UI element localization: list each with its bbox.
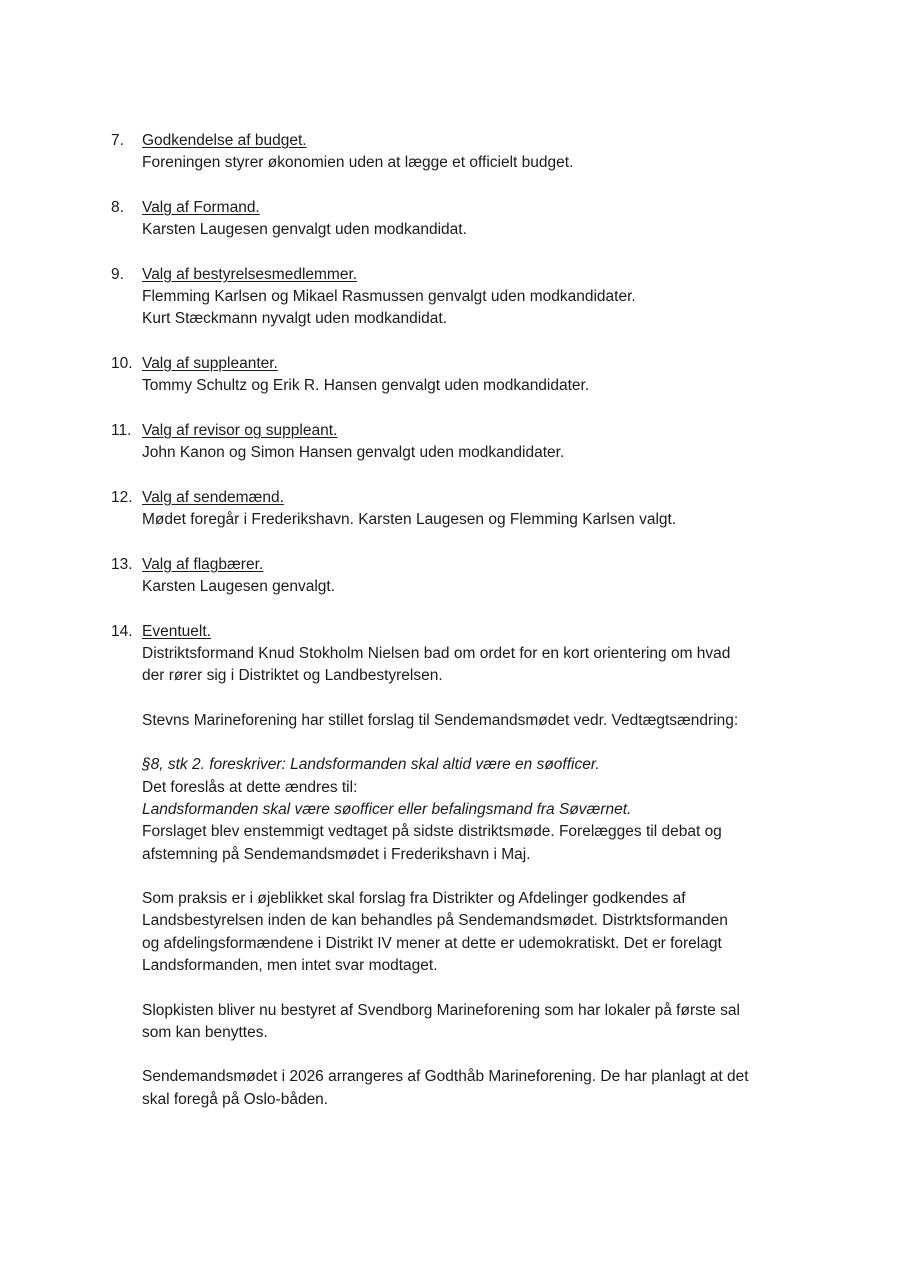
minutes-list — [0, 130, 900, 1111]
item-paragraph — [142, 1000, 900, 1045]
item-paragraph — [142, 888, 900, 977]
item-content — [142, 353, 900, 398]
text-line: Landsformanden, men intet svar modtaget. — [142, 956, 438, 974]
text-line: Forslaget blev enstemmigt vedtaget på sidste distriktsmøde. Forelægges til debat og — [142, 823, 722, 841]
text-line: Sendemandsmødet i 2026 arrangeres af Godthåb Marineforening. De har planlagt at det — [142, 1068, 749, 1086]
item-number: 8. — [111, 198, 124, 216]
text-line: og afdelingsformændene i Distrikt IV mener at dette er udemokratiskt. Det er forelagt — [142, 934, 722, 952]
item-paragraph — [142, 576, 900, 598]
item-paragraph — [142, 375, 900, 397]
text-line: Stevns Marineforening har stillet forslag til Sendemandsmødet vedr. Vedtægtsændring: — [142, 711, 739, 729]
item-paragraph — [142, 509, 900, 531]
text-line: afstemning på Sendemandsmødet i Frederikshavn i Maj. — [142, 845, 531, 863]
text-line: Mødet foregår i Frederikshavn. Karsten Laugesen og Flemming Karlsen valgt. — [142, 511, 677, 529]
item-paragraph — [142, 219, 900, 241]
item-content — [142, 420, 900, 465]
text-line: Distriktsformand Knud Stokholm Nielsen bad om ordet for en kort orientering om hvad — [142, 644, 731, 662]
text-line: John Kanon og Simon Hansen genvalgt uden modkandidater. — [142, 444, 565, 462]
text-line: Kurt Stæckmann nyvalgt uden modkandidat. — [142, 310, 448, 328]
item-number: 9. — [111, 265, 124, 283]
text-line: Karsten Laugesen genvalgt. — [142, 577, 336, 595]
text-line: Tommy Schultz og Erik R. Hansen genvalgt uden modkandidater. — [142, 377, 590, 395]
text-line: Slopkisten bliver nu bestyret af Svendborg Marineforening som har lokaler på første sal — [142, 1001, 740, 1019]
item-paragraph — [142, 152, 900, 174]
item-number: 7. — [111, 132, 124, 149]
item-number: 10. — [111, 354, 133, 372]
item-content — [142, 621, 900, 1112]
item-content — [142, 554, 900, 599]
list-item — [0, 264, 900, 331]
text-line: som kan benyttes. — [142, 1023, 268, 1041]
text-line: Som praksis er i øjeblikket skal forslag fra Distrikter og Afdelinger godkendes af — [142, 890, 686, 908]
item-title: Eventuelt. — [142, 622, 211, 640]
item-paragraph — [142, 1066, 900, 1111]
item-title: Godkendelse af budget. — [142, 132, 307, 149]
text-line: Landsformanden skal være søofficer eller befalingsmand fra Søværnet. — [142, 800, 632, 818]
list-item — [0, 554, 900, 599]
item-content — [142, 197, 900, 242]
list-item — [0, 420, 900, 465]
list-item — [0, 487, 900, 532]
item-title: Valg af revisor og suppleant. — [142, 421, 338, 439]
item-number: 11. — [111, 421, 132, 439]
item-title: Valg af Formand. — [142, 198, 260, 216]
list-item — [0, 353, 900, 398]
item-title: Valg af sendemænd. — [142, 488, 284, 506]
item-paragraph — [142, 754, 900, 865]
text-line: Det foreslås at dette ændres til: — [142, 778, 358, 796]
item-title: Valg af flagbærer. — [142, 555, 264, 573]
text-line: der rører sig i Distriktet og Landbestyrelsen. — [142, 667, 443, 685]
text-line: §8, stk 2. foreskriver: Landsformanden skal altid være en søofficer. — [142, 756, 600, 774]
item-paragraph — [142, 442, 900, 464]
item-number: 12. — [111, 488, 133, 506]
item-content — [142, 130, 900, 175]
item-paragraph — [142, 710, 900, 732]
item-content — [142, 487, 900, 532]
list-item — [0, 130, 900, 175]
item-paragraph — [142, 643, 900, 688]
item-title: Valg af bestyrelsesmedlemmer. — [142, 265, 358, 283]
text-line: Karsten Laugesen genvalgt uden modkandidat. — [142, 221, 467, 239]
text-line: Landsbestyrelsen inden de kan behandles på Sendemandsmødet. Distrktsformanden — [142, 912, 728, 930]
list-item — [0, 197, 900, 242]
item-paragraph — [142, 286, 900, 331]
text-line: skal foregå på Oslo-båden. — [142, 1090, 329, 1108]
text-line: Foreningen styrer økonomien uden at lægge et officielt budget. — [142, 154, 574, 172]
text-line: Flemming Karlsen og Mikael Rasmussen genvalgt uden modkandidater. — [142, 288, 636, 306]
item-title: Valg af suppleanter. — [142, 354, 278, 372]
list-item — [0, 621, 900, 1112]
item-number: 13. — [111, 555, 133, 573]
item-content — [142, 264, 900, 331]
item-number: 14. — [111, 622, 133, 640]
